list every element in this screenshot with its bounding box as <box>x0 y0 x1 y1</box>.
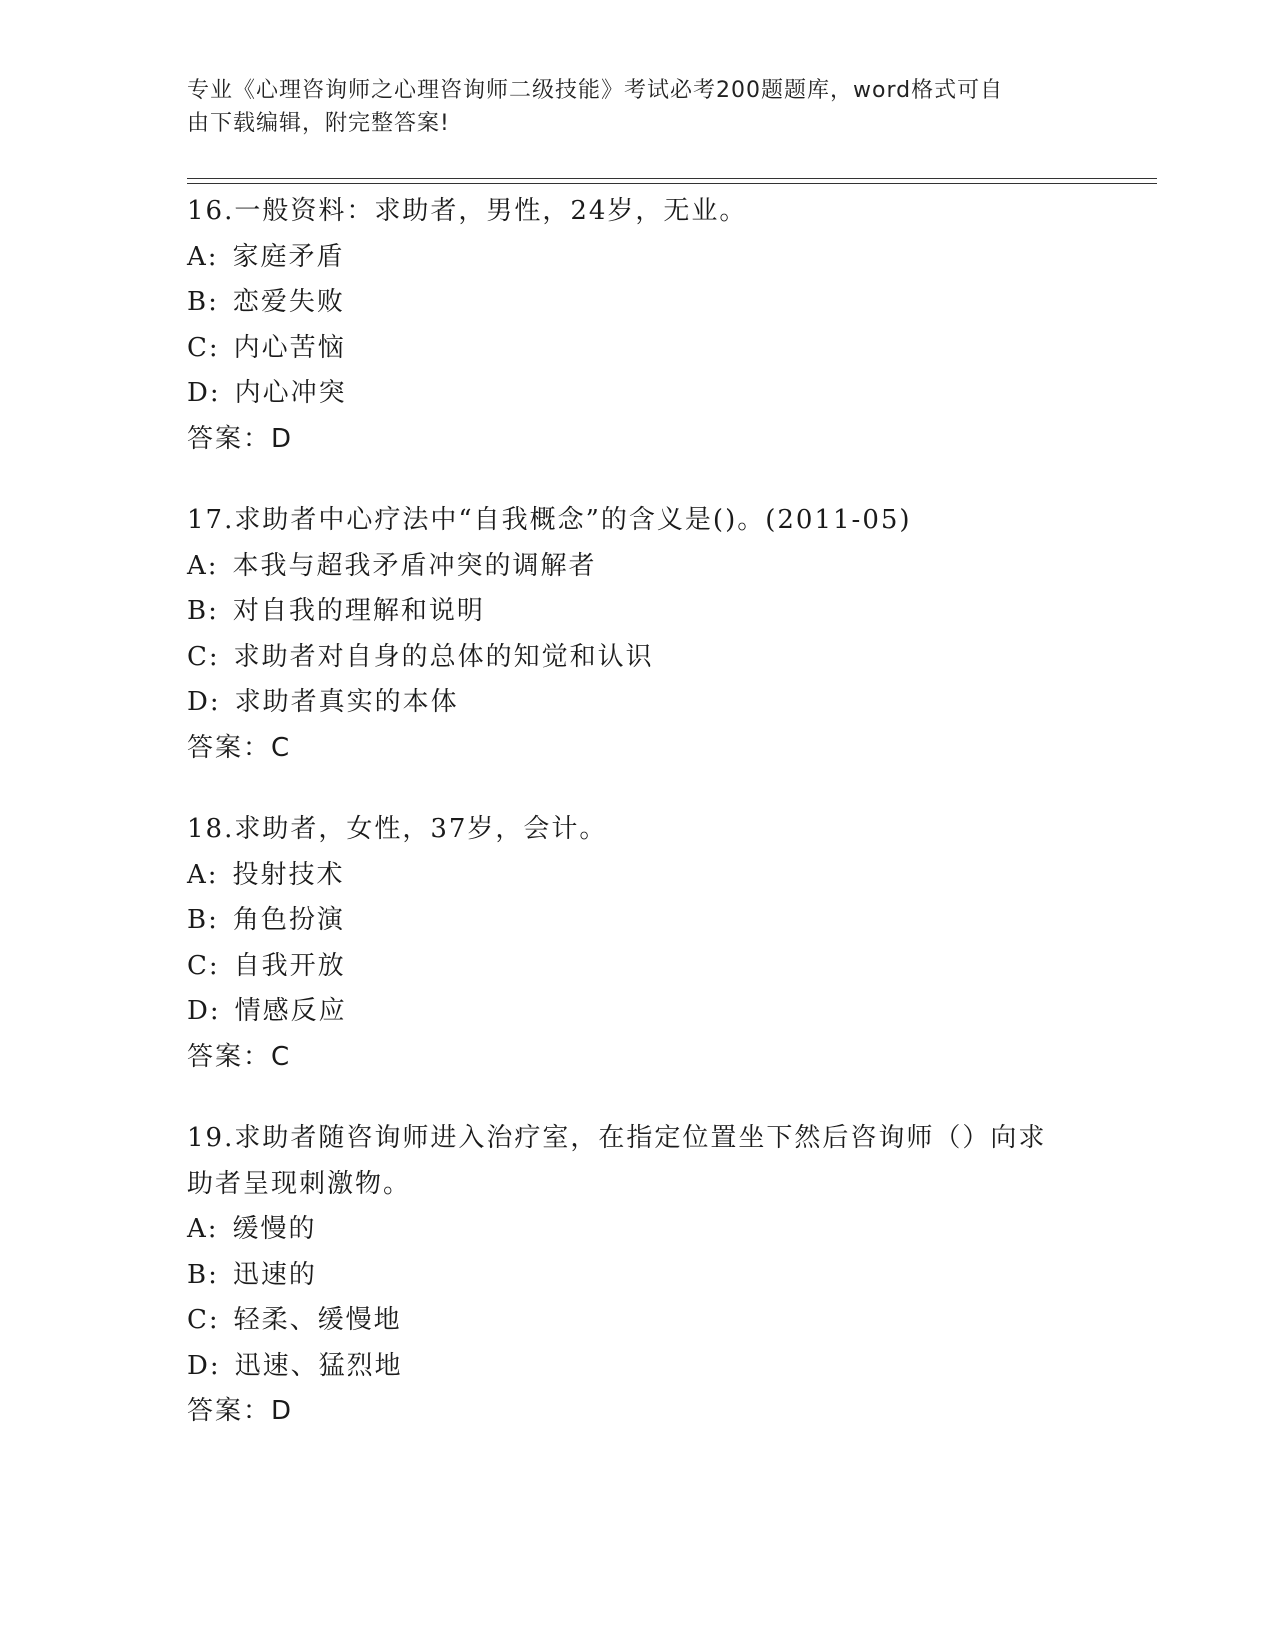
option-b <box>187 589 1087 635</box>
option-b <box>187 1253 1087 1299</box>
option-letter: B: <box>187 905 219 935</box>
question-stem-line-2: 助者呈现刺激物。 <box>187 1168 412 1199</box>
option-text: 迅速、猛烈地 <box>234 1350 403 1381</box>
option-letter: D: <box>187 687 221 717</box>
question-16 <box>187 189 1087 462</box>
option-a <box>187 1207 1087 1253</box>
option-letter: A: <box>187 550 219 581</box>
header-line-1: 专业《心理咨询师之心理咨询师二级技能》考试必考200题题库，word格式可自 <box>187 78 1004 103</box>
option-text: 角色扮演 <box>232 905 345 935</box>
option-letter: C: <box>187 1305 220 1335</box>
answer-line: 答案：C <box>187 1041 292 1072</box>
option-c <box>187 326 1087 372</box>
option-letter: D: <box>187 996 221 1026</box>
option-a <box>187 235 1087 281</box>
option-d <box>187 371 1087 417</box>
option-text: 求助者真实的本体 <box>234 687 459 717</box>
option-text: 轻柔、缓慢地 <box>233 1305 402 1335</box>
option-b <box>187 898 1087 944</box>
option-text: 情感反应 <box>234 996 347 1026</box>
header-divider-bottom <box>187 183 1157 184</box>
question-stem: 18.求助者，女性，37岁，会计。 <box>187 814 608 844</box>
option-d <box>187 1344 1087 1390</box>
option-text: 内心苦恼 <box>233 332 346 363</box>
option-text: 对自我的理解和说明 <box>232 596 485 626</box>
question-stem: 17.求助者中心疗法中“自我概念”的含义是()。(2011-05) <box>187 505 912 535</box>
option-text: 投射技术 <box>232 859 345 890</box>
question-19 <box>187 1116 1087 1435</box>
option-a <box>187 853 1087 899</box>
option-letter: A: <box>187 1214 219 1244</box>
option-text: 求助者对自身的总体的知觉和认识 <box>233 641 654 672</box>
option-text: 缓慢的 <box>232 1214 317 1244</box>
option-c <box>187 944 1087 990</box>
option-d <box>187 989 1087 1035</box>
header-divider-top <box>187 178 1157 179</box>
header-line-2: 由下载编辑，附完整答案! <box>187 111 450 136</box>
option-letter: B: <box>187 1259 219 1290</box>
option-letter: B: <box>187 287 219 317</box>
question-stem: 16.一般资料：求助者，男性，24岁，无业。 <box>187 196 748 226</box>
option-text: 迅速的 <box>232 1259 317 1290</box>
option-text: 恋爱失败 <box>232 287 345 317</box>
option-letter: B: <box>187 596 219 626</box>
document-header <box>187 74 1087 140</box>
option-c <box>187 635 1087 681</box>
question-18 <box>187 807 1087 1080</box>
option-letter: C: <box>187 332 220 363</box>
option-letter: C: <box>187 641 220 672</box>
answer-line: 答案：C <box>187 732 292 763</box>
option-a <box>187 544 1087 590</box>
option-text: 内心冲突 <box>234 378 347 408</box>
option-text: 自我开放 <box>233 950 346 981</box>
option-text: 家庭矛盾 <box>232 241 345 272</box>
option-letter: C: <box>187 950 220 981</box>
option-letter: D: <box>187 378 221 408</box>
question-list <box>187 189 1087 1471</box>
option-d <box>187 680 1087 726</box>
option-b <box>187 280 1087 326</box>
answer-line: 答案：D <box>187 423 294 454</box>
option-c <box>187 1298 1087 1344</box>
question-stem-line-1: 19.求助者随咨询师进入治疗室，在指定位置坐下然后咨询师（）向求 <box>187 1123 1047 1153</box>
option-letter: A: <box>187 859 219 890</box>
option-text: 本我与超我矛盾冲突的调解者 <box>232 550 597 581</box>
option-letter: A: <box>187 241 219 272</box>
answer-line: 答案：D <box>187 1396 294 1426</box>
option-letter: D: <box>187 1350 221 1381</box>
question-17 <box>187 498 1087 771</box>
